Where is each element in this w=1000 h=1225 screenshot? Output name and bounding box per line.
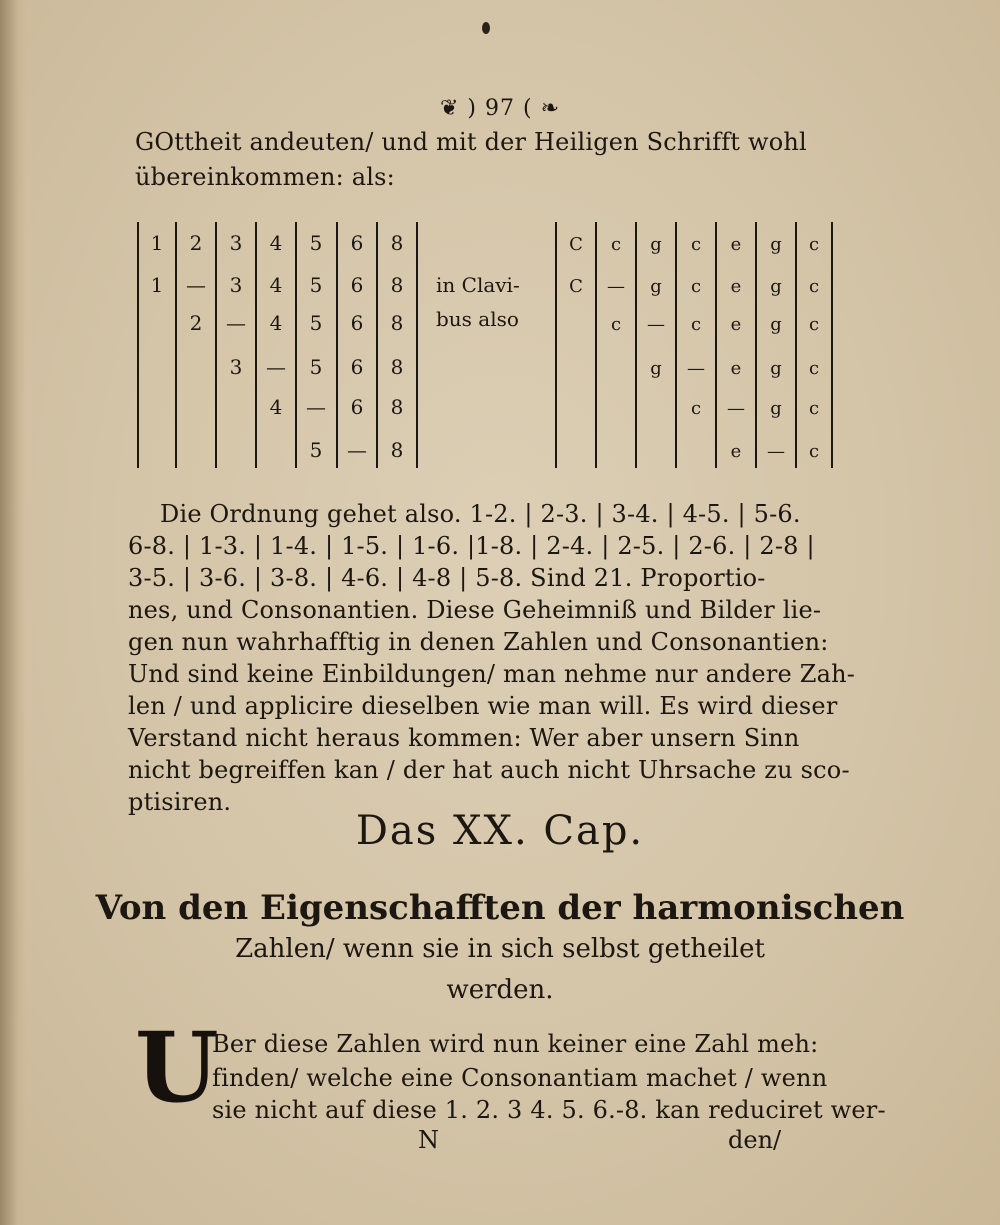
table-letter-cell: — (687, 358, 705, 379)
table-letter-cell: c (808, 314, 820, 335)
table-number-cell: 3 (229, 273, 243, 297)
paragraph-line: len / und applicire dieselben wie man will. Es wird dieser (128, 692, 838, 720)
table-number-cell: — (347, 438, 367, 462)
paragraph-line: nes, und Consonantien. Diese Geheimniß und Bilder lie- (128, 596, 822, 624)
chapter-title-line-2: Zahlen/ wenn sie in sich selbst getheilet (235, 934, 765, 964)
table-letter-cell: — (607, 276, 625, 297)
signature-mark: N (418, 1126, 439, 1154)
table-number-cell: 4 (269, 231, 283, 255)
table-number-cell: 5 (309, 355, 323, 379)
table-number-cell: — (266, 355, 286, 379)
table-letter-cell: g (770, 314, 782, 335)
table-number-cell: 8 (390, 273, 404, 297)
intro-line-2: übereinkommen: als: (135, 163, 395, 191)
table-letter-cell: — (647, 314, 665, 335)
table-number-cell: 1 (150, 231, 164, 255)
header-ornament-left-icon: ❦ (439, 96, 468, 121)
table-letter-cell: c (690, 398, 702, 419)
table-number-cell: 5 (309, 231, 323, 255)
table-letter-cell: c (808, 441, 820, 462)
paragraph-line: 6-8. | 1-3. | 1-4. | 1-5. | 1-6. |1-8. | 2-4. | 2-5. | 2-6. | 2-8 | (128, 532, 815, 560)
table-letter-cell: g (770, 398, 782, 419)
table-number-cell: — (306, 395, 326, 419)
table-number-cell: 6 (350, 311, 364, 335)
table-number-cell: 4 (269, 273, 283, 297)
table-letter-cell: e (730, 441, 742, 462)
table-letter-cell: g (650, 276, 662, 297)
table-number-cell: 5 (309, 438, 323, 462)
table-number-cell: 8 (390, 438, 404, 462)
paragraph-line: 3-5. | 3-6. | 3-8. | 4-6. | 4-8 | 5-8. Sind 21. Proportio- (128, 564, 766, 592)
table-number-cell: 1 (150, 273, 164, 297)
paragraph-line: nicht begreiffen kan / der hat auch nicht Uhrsache zu sco- (128, 756, 850, 784)
table-letter-cell: c (808, 398, 820, 419)
table-letter-cell: c (690, 314, 702, 335)
table-letter-cell: C (569, 234, 583, 255)
table-number-cell: 4 (269, 311, 283, 335)
table-letter-cell: g (770, 234, 782, 255)
chapter-title-line-1: Von den Eigenschafften der harmonischen (95, 888, 905, 928)
table-number-cell: 6 (350, 355, 364, 379)
table-letter-cell: c (610, 234, 622, 255)
table-letter-cell: c (690, 234, 702, 255)
table-number-cell: 2 (189, 231, 203, 255)
table-number-cell: 6 (350, 273, 364, 297)
paragraph-line: Und sind keine Einbildungen/ man nehme nur andere Zah- (128, 660, 856, 688)
table-number-cell: — (186, 273, 206, 297)
table-middle-text-2: bus also (436, 307, 519, 331)
final-line-2: finden/ welche eine Consonantiam machet / wenn (212, 1064, 828, 1092)
paragraph-line: Die Ordnung gehet also. 1-2. | 2-3. | 3-4. | 4-5. | 5-6. (160, 500, 801, 528)
paragraph-line: ptisiren. (128, 788, 232, 816)
final-line-1: Ber diese Zahlen wird nun keiner eine Zahl meh: (212, 1030, 819, 1058)
table-letter-cell: c (808, 358, 820, 379)
table-letter-cell: c (610, 314, 622, 335)
table-number-cell: 3 (229, 231, 243, 255)
table-letter-cell: e (730, 314, 742, 335)
table-letter-cell: — (727, 398, 745, 419)
table-number-cell: 5 (309, 311, 323, 335)
table-number-cell: 6 (350, 231, 364, 255)
table-number-cell: 8 (390, 355, 404, 379)
table-number-cell: 8 (390, 311, 404, 335)
table-letter-cell: e (730, 358, 742, 379)
drop-cap: U (135, 1011, 219, 1124)
header-ornament-right-icon: ❧ (532, 96, 561, 121)
table-letter-cell: e (730, 234, 742, 255)
paragraph-line: Verstand nicht heraus kommen: Wer aber unsern Sinn (128, 724, 800, 752)
table-letter-cell: c (690, 276, 702, 297)
table-letter-cell: c (808, 276, 820, 297)
table-number-cell: 5 (309, 273, 323, 297)
chapter-heading: Das XX. Cap. (355, 808, 645, 854)
table-number-cell: — (226, 311, 246, 335)
intro-line-1: GOttheit andeuten/ und mit der Heiligen Schrifft wohl (135, 128, 807, 156)
table-number-cell: 6 (350, 395, 364, 419)
table-letter-cell: c (808, 234, 820, 255)
proportion-table (0, 0, 1000, 480)
table-letter-cell: — (767, 441, 785, 462)
final-line-3: sie nicht auf diese 1. 2. 3 4. 5. 6.-8. kan reduciret wer- (212, 1096, 886, 1124)
chapter-title-line-3: werden. (446, 975, 554, 1005)
table-letter-cell: g (770, 276, 782, 297)
table-middle-text-1: in Clavi- (436, 273, 520, 297)
table-number-cell: 8 (390, 231, 404, 255)
paragraph-line: gen nun wahrhafftig in denen Zahlen und Consonantien: (128, 628, 829, 656)
catchword: den/ (728, 1126, 782, 1154)
table-number-cell: 8 (390, 395, 404, 419)
table-letter-cell: g (770, 358, 782, 379)
table-letter-cell: g (650, 234, 662, 255)
table-number-cell: 3 (229, 355, 243, 379)
table-letter-cell: g (650, 358, 662, 379)
table-number-cell: 4 (269, 395, 283, 419)
table-letter-cell: e (730, 276, 742, 297)
table-letter-cell: C (569, 276, 583, 297)
table-number-cell: 2 (189, 311, 203, 335)
page-number: ) 97 ( (467, 96, 533, 121)
